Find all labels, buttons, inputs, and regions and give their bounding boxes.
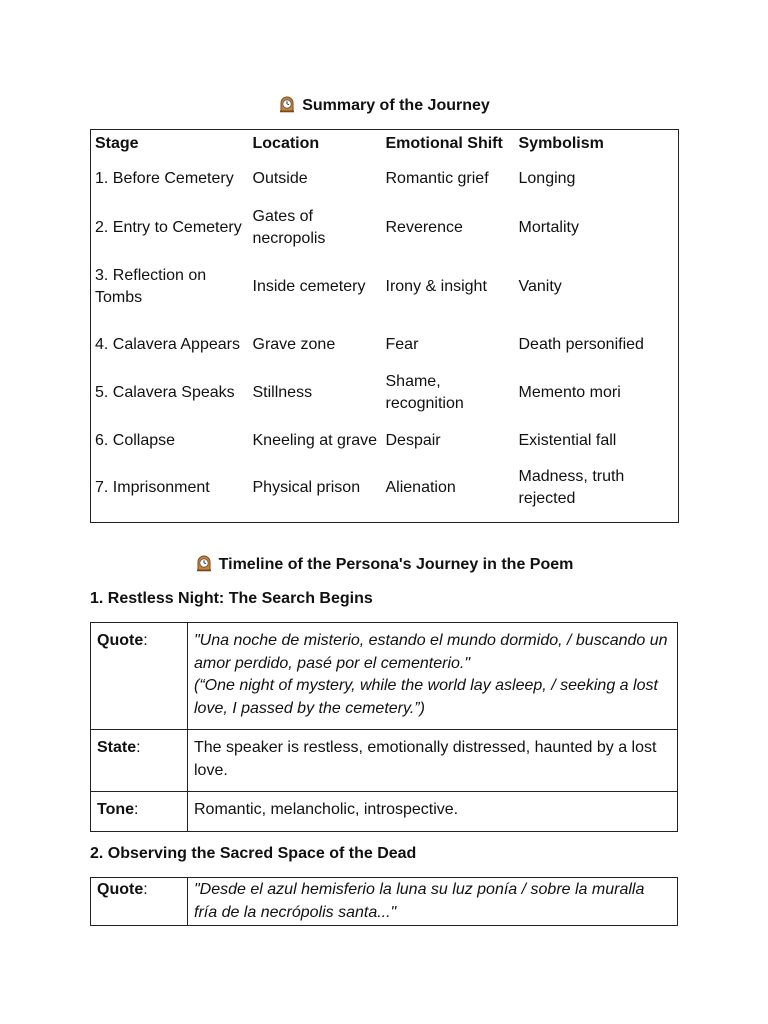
cell-stage: 1. Before Cemetery	[95, 170, 234, 187]
cell-emotional-shift: Despair	[385, 432, 441, 449]
cell-symbolism: Existential fall	[518, 432, 617, 449]
cell-location: Kneeling at grave	[252, 432, 378, 449]
cell-symbolism: Mortality	[518, 219, 579, 236]
cell-stage: 6. Collapse	[95, 432, 176, 449]
tone-row	[91, 792, 678, 832]
table-row	[91, 368, 679, 418]
quote-original: "Una noche de misterio, estando el mundo dormido, / buscando un amor perdido, pasé por el cementerio."	[194, 632, 668, 672]
cell-stage: 5. Calavera Speaks	[95, 384, 235, 401]
section-2-table	[90, 877, 678, 926]
section-1-heading: 1. Restless Night: The Search Begins	[90, 590, 373, 607]
timeline-title: Timeline of the Persona's Journey in the Poem	[218, 556, 574, 573]
cell-location: Outside	[252, 170, 308, 187]
cell-symbolism: Memento mori	[518, 384, 621, 401]
cell-location: Inside cemetery	[252, 278, 366, 295]
quote-row	[91, 623, 678, 730]
cell-stage: 3. Reflection on Tombs	[95, 267, 207, 306]
quote-label-cell: Quote:	[91, 878, 188, 926]
quote-label: Quote	[97, 632, 144, 649]
summary-heading	[0, 95, 768, 119]
state-row	[91, 730, 678, 792]
tone-text: Romantic, melancholic, introspective.	[188, 792, 678, 832]
header-stage: Stage	[95, 135, 139, 152]
cell-emotional-shift: Reverence	[385, 219, 463, 236]
quote-original: "Desde el azul hemisferio la luna su luz ponía / sobre la muralla fría de la necrópolis santa..."	[188, 878, 678, 926]
header-symbolism: Symbolism	[518, 135, 604, 152]
timeline-heading	[0, 554, 768, 578]
quote-label: Quote	[97, 881, 144, 898]
summary-table	[90, 129, 679, 523]
quote-cell	[188, 623, 678, 730]
tone-label-cell: Tone:	[91, 792, 188, 832]
cell-emotional-shift: Shame, recognition	[385, 373, 464, 412]
tone-label: Tone	[97, 801, 135, 818]
mantelpiece-clock-icon	[195, 554, 213, 578]
quote-translation: (“One night of mystery, while the world lay asleep, / seeking a lost love, I passed by the cemetery.”)	[194, 677, 658, 717]
cell-location: Stillness	[252, 384, 313, 401]
section-2-heading: 2. Observing the Sacred Space of the Dead	[90, 845, 417, 862]
table-row	[91, 464, 679, 522]
cell-location: Grave zone	[252, 336, 336, 353]
summary-title: Summary of the Journey	[302, 97, 490, 114]
state-label: State	[97, 739, 137, 756]
cell-emotional-shift: Fear	[385, 336, 419, 353]
cell-stage: 7. Imprisonment	[95, 478, 210, 496]
table-row	[91, 418, 679, 464]
table-row	[91, 322, 679, 368]
quote-label-cell: Quote:	[91, 623, 188, 730]
state-text: The speaker is restless, emotionally distressed, haunted by a lost love.	[188, 730, 678, 792]
cell-emotional-shift: Romantic grief	[385, 170, 489, 187]
header-location: Location	[252, 135, 320, 152]
cell-location: Gates of necropolis	[252, 208, 326, 247]
table-row	[91, 204, 679, 252]
mantelpiece-clock-icon	[278, 95, 296, 119]
header-emotional-shift: Emotional Shift	[385, 135, 503, 152]
cell-symbolism: Madness, truth rejected	[518, 467, 625, 507]
table-row	[91, 252, 679, 322]
section-1-table	[90, 622, 678, 832]
cell-symbolism: Longing	[518, 170, 576, 187]
quote-row	[91, 878, 678, 926]
table-row	[91, 154, 679, 204]
cell-stage: 2. Entry to Cemetery	[95, 219, 242, 236]
cell-stage: 4. Calavera Appears	[95, 336, 240, 353]
cell-emotional-shift: Alienation	[385, 478, 456, 496]
summary-header-row	[91, 130, 679, 155]
state-label-cell: State:	[91, 730, 188, 792]
cell-location: Physical prison	[252, 478, 361, 496]
cell-symbolism: Vanity	[518, 278, 562, 295]
cell-symbolism: Death personified	[518, 336, 644, 353]
cell-emotional-shift: Irony & insight	[385, 278, 487, 295]
